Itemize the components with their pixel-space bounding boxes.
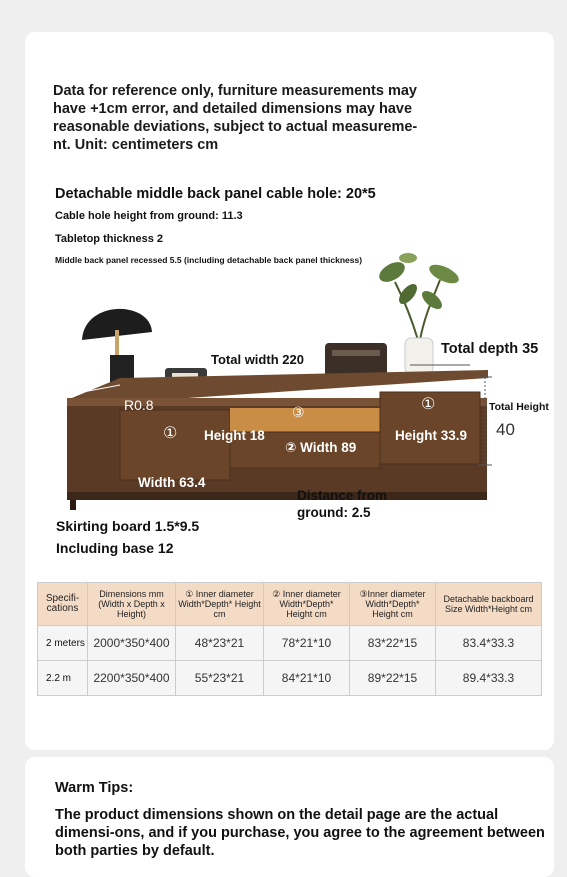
row-compartment-3: 89*22*15 — [350, 661, 436, 696]
header-specifications: Specifi-cations — [38, 583, 88, 626]
height-right-label: Height 33.9 — [395, 428, 468, 443]
width-middle-label: ② Width 89 — [285, 440, 357, 455]
row-dimensions: 2000*350*400 — [88, 626, 176, 661]
header-compartment-3: ③Inner diameter Width*Depth* Height cm — [350, 583, 436, 626]
corner-radius-label: R0.8 — [124, 397, 154, 413]
header-dimensions: Dimensions mm (Width x Depth x Height) — [88, 583, 176, 626]
table-row — [38, 661, 542, 696]
row-compartment-2: 78*21*10 — [264, 626, 350, 661]
ground-distance-line2: ground: 2.5 — [297, 505, 371, 520]
compartment-1-right-marker: ① — [421, 396, 436, 413]
row-backboard: 83.4*33.3 — [436, 626, 542, 661]
total-width-label: Total width 220 — [211, 352, 304, 367]
header-compartment-2: ② Inner diameter Width*Depth* Height cm — [264, 583, 350, 626]
row-compartment-1: 55*23*21 — [176, 661, 264, 696]
row-backboard: 89.4*33.3 — [436, 661, 542, 696]
ground-distance-line1: Distance from — [297, 488, 388, 503]
row-spec: 2.2 m — [38, 661, 88, 696]
cable-height-note: Cable hole height from ground: 11.3 — [55, 210, 243, 222]
total-depth-label: Total depth 35 — [441, 341, 539, 357]
total-height-value: 40 — [496, 420, 515, 439]
header-compartment-1: ① Inner diameter Width*Depth* Height cm — [176, 583, 264, 626]
radio-decoration — [325, 343, 387, 377]
compartment-3-marker: ③ — [292, 404, 305, 420]
base-label: Including base 12 — [56, 540, 174, 556]
height-left-label: Height 18 — [204, 428, 265, 443]
spec-table — [37, 582, 542, 696]
header-backboard: Detachable backboard Size Width*Height cm — [436, 583, 542, 626]
row-compartment-1: 48*23*21 — [176, 626, 264, 661]
cable-hole-note: Detachable middle back panel cable hole: 20*5 — [55, 186, 376, 202]
tabletop-note: Tabletop thickness 2 — [55, 233, 163, 245]
tips-title: Warm Tips: — [55, 780, 134, 796]
recess-note: Middle back panel recessed 5.5 (including detachable back panel thickness) — [55, 255, 363, 265]
table-row — [38, 626, 542, 661]
row-dimensions: 2200*350*400 — [88, 661, 176, 696]
tv-cabinet-illustration — [0, 250, 567, 520]
skirting-label: Skirting board 1.5*9.5 — [56, 518, 200, 534]
row-compartment-3: 83*22*15 — [350, 626, 436, 661]
spec-table-header — [38, 583, 542, 626]
row-compartment-2: 84*21*10 — [264, 661, 350, 696]
disclaimer-text: Data for reference only, furniture measurements may have +1cm error, and detailed dimensions may have reasonable deviations, subject to actual measureme-nt. Unit: centimeters cm — [53, 83, 418, 153]
width-left-label: Width 63.4 — [138, 475, 206, 490]
total-height-label: Total Height — [489, 401, 549, 413]
row-spec: 2 meters — [38, 626, 88, 661]
tips-text: The product dimensions shown on the detail page are the actual dimensi-ons, and if you purchase, you agree to the agreement between both parties by default. — [55, 807, 545, 859]
compartment-1-left-marker: ① — [163, 425, 178, 442]
